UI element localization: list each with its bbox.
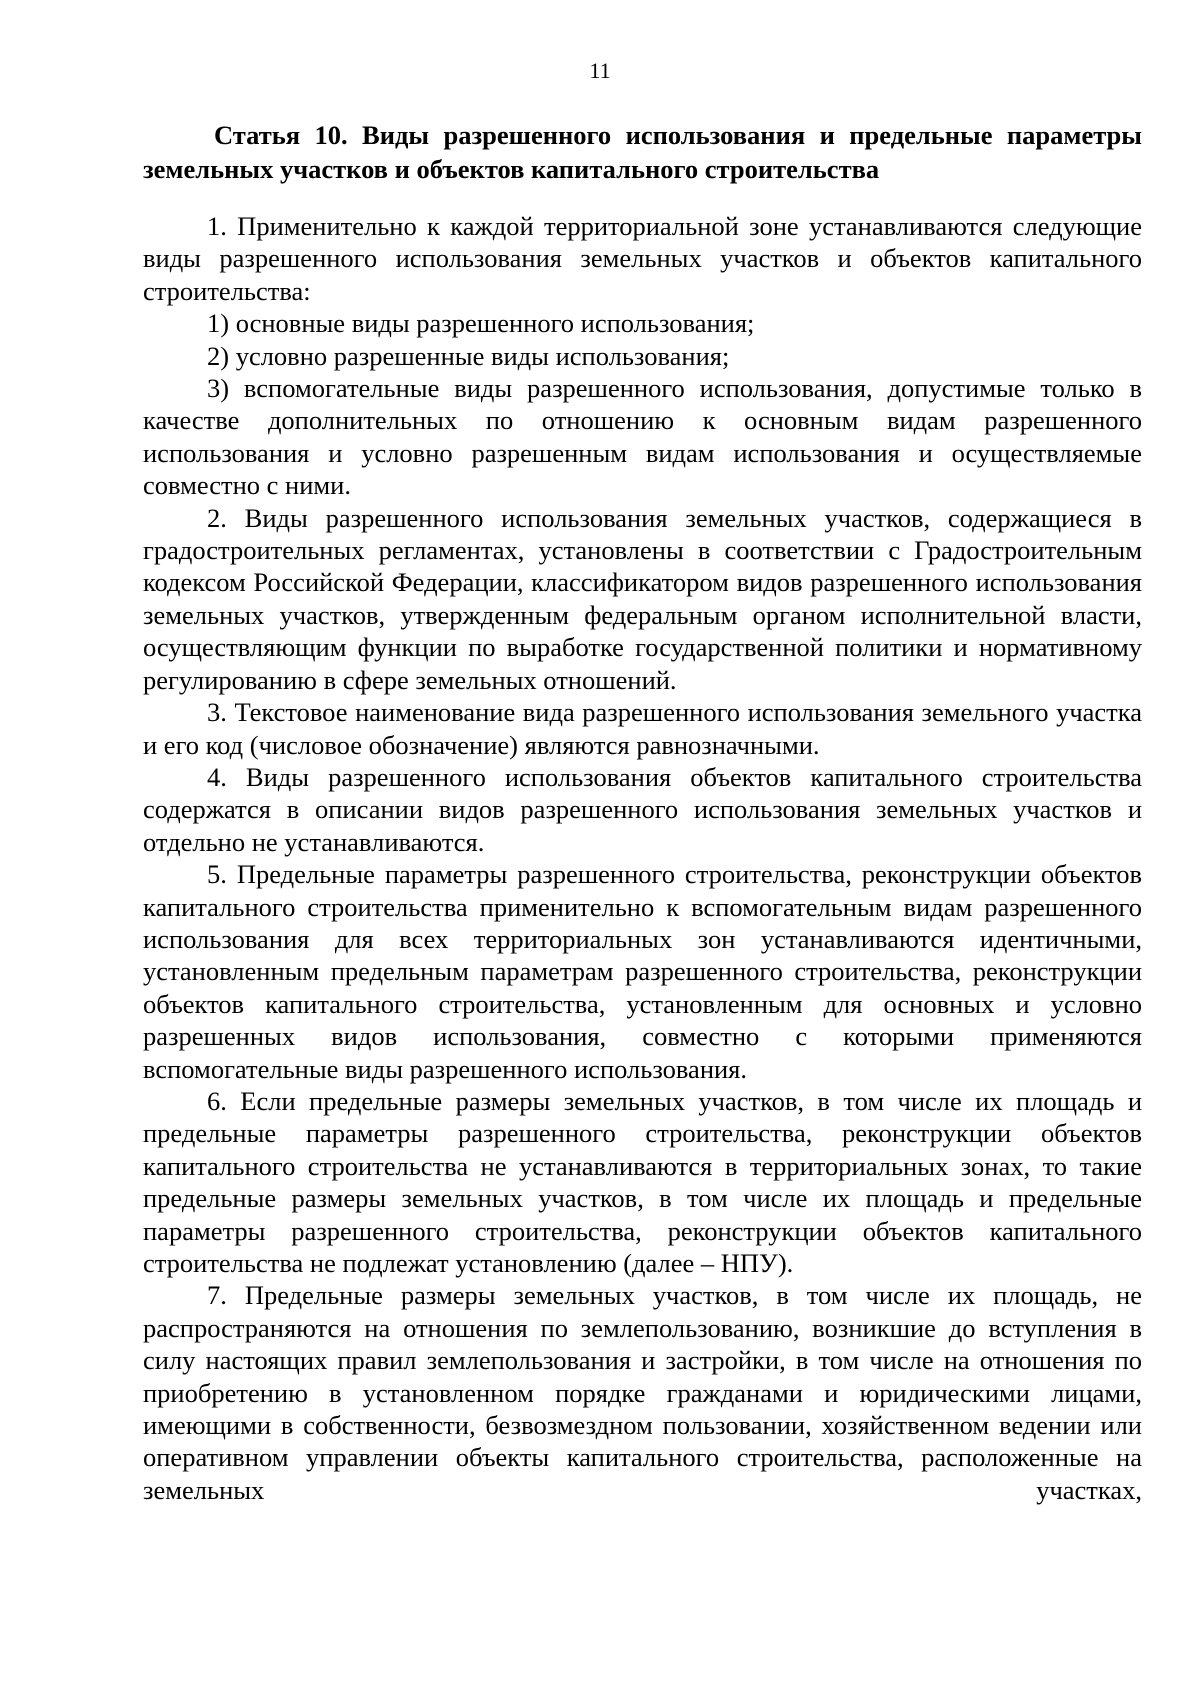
list-item-2: 2) условно разрешенные виды использования; [207,340,730,371]
article-heading: Статья 10. Виды разрешенного использования и предельные параметры земельных участков и объектов капитального строительства [143,120,1142,184]
paragraph-1: 1. Применительно к каждой территориальной зоне устанавливаются следующие виды разрешенного использования земельных участков и объектов капитального строительства: [143,211,1142,306]
list-item-1: 1) основные виды разрешенного использования; [207,308,755,339]
paragraph-7: 7. Предельные размеры земельных участков, в том числе их площадь, не распространяются на отношения по землепользованию, возникшие до вступления в силу настоящих правил землепользования и застройки, в том числе на отношения по приобретению в установленном порядке гражданами и юридическими лицами, имеющими в собственности, безвозмездном пользовании, хозяйственном ведении или оперативном управлении объекты капитального строительства, расположенные на земельных участках, [143,1280,1142,1505]
paragraph-2: 2. Виды разрешенного использования земельных участков, содержащиеся в градостроительных регламентах, установлены в соответствии с Градостроительным кодексом Российской Федерации, классификатором видов разрешенного использования земельных участков, утвержденным федеральным органом исполнительной власти, осуществляющим функции по выработке государственной политики и нормативному регулированию в сфере земельных отношений. [143,502,1142,695]
paragraph-6: 6. Если предельные размеры земельных участков, в том числе их площадь и предельные параметры разрешенного строительства, реконструкции объектов капитального строительства не устанавливаются в территориальных зонах, то такие предельные размеры земельных участков, в том числе их площадь и предельные параметры разрешенного строительства, реконструкции объектов капитального строительства не подлежат установлению (далее – НПУ). [143,1085,1142,1278]
paragraph-4: 4. Виды разрешенного использования объектов капитального строительства содержатся в описании видов разрешенного использования земельных участков и отдельно не устанавливаются. [143,761,1142,857]
page-number: 11 [589,58,611,83]
list-item-3: 3) вспомогательные виды разрешенного использования, допустимые только в качестве дополнительных по отношению к основным видам разрешенного использования и условно разрешенным видам использования и осуществляемые совместно с ними. [143,373,1142,501]
document-body [143,118,1142,1506]
paragraph-3: 3. Текстовое наименование вида разрешенного использования земельного участка и его код (числовое обозначение) являются равнозначными. [143,697,1142,760]
paragraph-5: 5. Предельные параметры разрешенного строительства, реконструкции объектов капитального строительства применительно к вспомогательным видам разрешенного использования для всех территориальных зон устанавливаются идентичными, установленным предельным параметрам разрешенного строительства, реконструкции объектов капитального строительства, установленным для основных и условно разрешенных видов использования, совместно с которыми применяются вспомогательные виды разрешенного использования. [143,859,1142,1084]
